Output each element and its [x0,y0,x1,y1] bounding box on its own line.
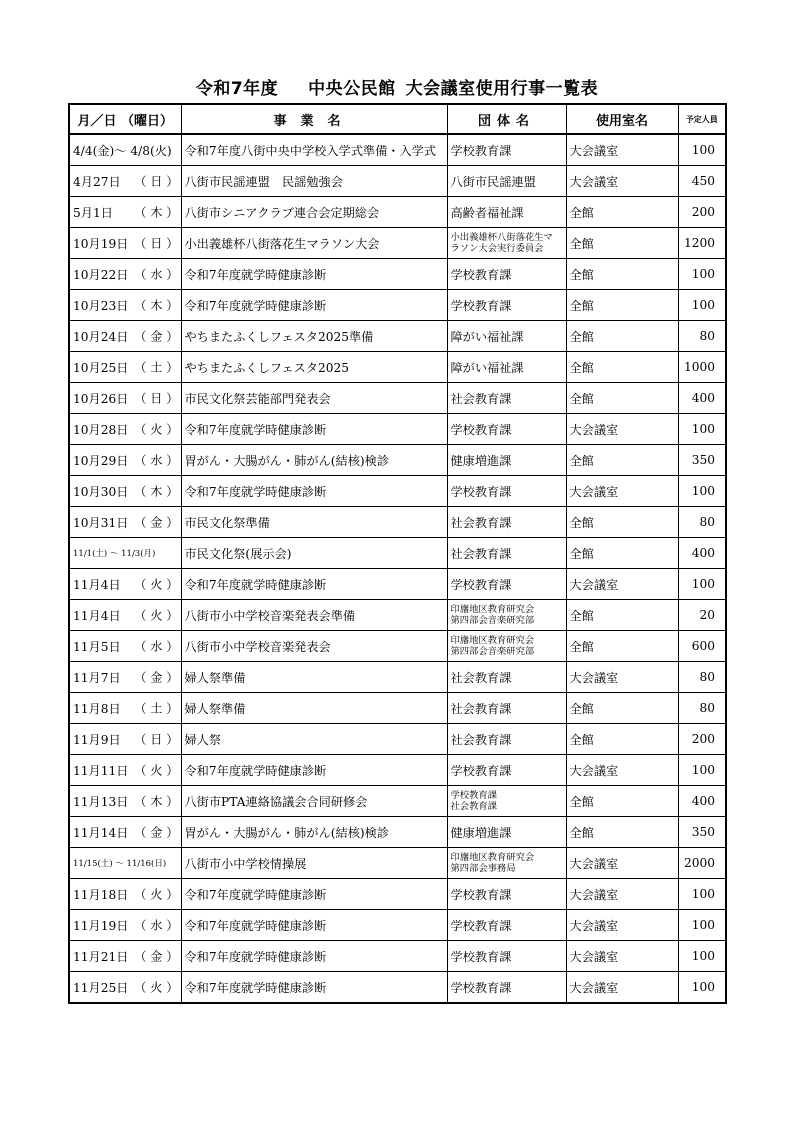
cell-date [69,848,181,879]
cell-date [69,383,181,414]
cell-org [447,445,566,476]
table-row [69,786,726,817]
cell-date [69,817,181,848]
date-text: 11月25日 [73,980,129,995]
cell-room: 全館 [566,290,678,321]
cell-date [69,134,181,166]
cell-room: 全館 [566,445,678,476]
table-row [69,197,726,228]
cell-people: 100 [678,414,726,445]
cell-event: 八街市小中学校音楽発表会準備 [181,600,447,631]
cell-people: 100 [678,290,726,321]
cell-event: 八街市小中学校音楽発表会 [181,631,447,662]
cell-event: 令和7年度就学時健康診断 [181,941,447,972]
table-row [69,414,726,445]
day-of-week: （ 日 ） [134,732,179,747]
table-row [69,166,726,197]
org-line: 社会教育課 [450,701,512,716]
cell-date [69,755,181,786]
cell-event: 令和7年度就学時健康診断 [181,259,447,290]
cell-event: 市民文化祭芸能部門発表会 [181,383,447,414]
day-of-week: （ 金 ） [134,949,179,964]
org-line: 学校教育課 [450,143,512,158]
cell-date [69,910,181,941]
cell-room: 大会議室 [566,972,678,1004]
org-line: 社会教育課 [450,732,512,747]
cell-event: 市民文化祭(展示会) [181,538,447,569]
org-line: 社会教育課 [450,391,512,406]
cell-date [69,507,181,538]
org-line: 健康増進課 [450,825,512,840]
cell-date [69,879,181,910]
cell-date [69,569,181,600]
table-row [69,259,726,290]
cell-event: 令和7年度就学時健康診断 [181,755,447,786]
cell-org [447,383,566,414]
table-row [69,631,726,662]
day-of-week: （ 木 ） [134,484,179,499]
table-row [69,321,726,352]
page-title [0,74,794,99]
cell-event: 小出義雄杯八街落花生マラソン大会 [181,228,447,259]
cell-org [447,228,566,259]
cell-people: 100 [678,259,726,290]
day-of-week: （ 火 ） [134,608,179,623]
date-text: 10月28日 [73,422,129,437]
cell-people: 450 [678,166,726,197]
day-of-week: （ 土 ） [134,360,179,375]
cell-date [69,259,181,290]
cell-event: 令和7年度就学時健康診断 [181,910,447,941]
day-of-week: （ 木 ） [134,205,179,220]
cell-room: 大会議室 [566,134,678,166]
cell-date [69,786,181,817]
cell-date [69,972,181,1004]
date-text: 4/4(金)～ 4/8(火) [73,143,172,158]
date-text: 11月11日 [73,763,129,778]
cell-org [447,290,566,321]
cell-people: 100 [678,755,726,786]
cell-event: 婦人祭準備 [181,662,447,693]
cell-org [447,259,566,290]
table-row [69,972,726,1004]
cell-event: やちまたふくしフェスタ2025 [181,352,447,383]
org-line: 学校教育課 [450,298,512,313]
day-of-week: （ 金 ） [134,515,179,530]
header-event: 事業名 [181,104,447,134]
cell-date [69,228,181,259]
date-text: 10月19日 [73,236,129,251]
org-line: 学校教育課 [450,790,497,801]
cell-room: 全館 [566,197,678,228]
cell-people: 100 [678,569,726,600]
cell-event: 婦人祭準備 [181,693,447,724]
cell-room: 大会議室 [566,476,678,507]
cell-people: 1000 [678,352,726,383]
table-row [69,134,726,166]
day-of-week: （ 日 ） [134,391,179,406]
cell-event: 令和7年度就学時健康診断 [181,476,447,507]
date-text: 10月23日 [73,298,129,313]
org-line: 社会教育課 [450,546,512,561]
org-line: 第四部会事務局 [450,863,516,874]
date-text: 11/1(土) ～ 11/3(月) [73,549,156,559]
cell-event: 令和7年度八街中央中学校入学式準備・入学式 [181,134,447,166]
date-text: 11月4日 [73,577,121,592]
date-text: 11月19日 [73,918,129,933]
cell-date [69,321,181,352]
org-line: 障がい福祉課 [450,360,524,375]
title-facility: 中央公民館 [308,79,396,99]
day-of-week: （ 水 ） [134,453,179,468]
date-text: 11月21日 [73,949,129,964]
cell-room: 全館 [566,538,678,569]
cell-org [447,848,566,879]
cell-event: 八街市シニアクラブ連合会定期総会 [181,197,447,228]
cell-people: 400 [678,786,726,817]
org-line: 印旛地区教育研究会 [450,852,535,863]
cell-org [447,693,566,724]
cell-people: 350 [678,817,726,848]
cell-org [447,321,566,352]
cell-date [69,476,181,507]
cell-people: 80 [678,693,726,724]
date-text: 11月7日 [73,670,121,685]
date-text: 10月31日 [73,515,129,530]
date-text: 11月13日 [73,794,129,809]
day-of-week: （ 金 ） [134,329,179,344]
cell-date [69,600,181,631]
cell-org [447,569,566,600]
cell-room: 大会議室 [566,414,678,445]
day-of-week: （ 金 ） [134,825,179,840]
cell-org [447,352,566,383]
date-text: 11月14日 [73,825,129,840]
org-line: 第四部会音楽研究部 [450,615,535,626]
table-row [69,476,726,507]
cell-event: 令和7年度就学時健康診断 [181,972,447,1004]
cell-event: 八街市PTA連絡協議会合同研修会 [181,786,447,817]
org-line: 学校教育課 [450,980,512,995]
cell-date [69,414,181,445]
table-row [69,228,726,259]
table-row [69,848,726,879]
date-text: 5月1日 [73,205,113,220]
cell-date [69,941,181,972]
org-line: 学校教育課 [450,484,512,499]
cell-event: 市民文化祭準備 [181,507,447,538]
cell-org [447,879,566,910]
cell-org [447,662,566,693]
cell-date [69,724,181,755]
org-line: 学校教育課 [450,267,512,282]
cell-room: 全館 [566,383,678,414]
cell-people: 400 [678,383,726,414]
cell-org [447,600,566,631]
date-text: 11/15(土) ～ 11/16(日) [73,859,167,869]
table-row [69,445,726,476]
cell-people: 100 [678,134,726,166]
header-org: 団体名 [447,104,566,134]
cell-people: 100 [678,972,726,1004]
date-text: 11月4日 [73,608,121,623]
title-room-list: 大会議室使用行事一覧表 [405,79,599,99]
cell-people: 80 [678,662,726,693]
cell-org [447,197,566,228]
table-row [69,538,726,569]
cell-org [447,134,566,166]
cell-room: 大会議室 [566,166,678,197]
day-of-week: （ 木 ） [134,794,179,809]
cell-people: 200 [678,724,726,755]
cell-people: 2000 [678,848,726,879]
org-line: 学校教育課 [450,918,512,933]
cell-room: 全館 [566,600,678,631]
cell-org [447,972,566,1004]
cell-people: 600 [678,631,726,662]
cell-event: 令和7年度就学時健康診断 [181,569,447,600]
cell-org [447,631,566,662]
cell-event: 令和7年度就学時健康診断 [181,414,447,445]
schedule-table [68,103,727,1004]
table-row [69,507,726,538]
cell-date [69,631,181,662]
date-text: 11月18日 [73,887,129,902]
date-text: 10月30日 [73,484,129,499]
cell-room: 全館 [566,693,678,724]
day-of-week: （ 日 ） [134,236,179,251]
org-line: 社会教育課 [450,801,497,812]
cell-org [447,724,566,755]
header-row [69,104,726,134]
cell-org [447,786,566,817]
org-line: 社会教育課 [450,515,512,530]
cell-room: 大会議室 [566,879,678,910]
table-row [69,662,726,693]
org-line: 学校教育課 [450,422,512,437]
cell-room: 全館 [566,817,678,848]
cell-org [447,755,566,786]
day-of-week: （ 火 ） [134,980,179,995]
cell-event: 婦人祭 [181,724,447,755]
day-of-week: （ 金 ） [134,670,179,685]
table-row [69,693,726,724]
table-row [69,755,726,786]
cell-room: 全館 [566,228,678,259]
table-row [69,352,726,383]
cell-event: 胃がん・大腸がん・肺がん(結核)検診 [181,445,447,476]
date-text: 10月29日 [73,453,129,468]
cell-people: 80 [678,321,726,352]
cell-room: 大会議室 [566,662,678,693]
org-line: 健康増進課 [450,453,512,468]
cell-date [69,693,181,724]
cell-event: 八街市民謡連盟 民謡勉強会 [181,166,447,197]
org-line: ラソン大会実行委員会 [450,243,544,254]
cell-event: やちまたふくしフェスタ2025準備 [181,321,447,352]
org-line: 学校教育課 [450,577,512,592]
cell-people: 100 [678,910,726,941]
org-line: 印旛地区教育研究会 [450,635,535,646]
org-line: 学校教育課 [450,887,512,902]
org-line: 印旛地区教育研究会 [450,604,535,615]
cell-date [69,166,181,197]
cell-people: 1200 [678,228,726,259]
org-line: 社会教育課 [450,670,512,685]
org-line: 小出義雄杯八街落花生マ [450,232,553,243]
cell-people: 200 [678,197,726,228]
cell-people: 100 [678,476,726,507]
org-line: 学校教育課 [450,763,512,778]
table-row [69,724,726,755]
table-row [69,879,726,910]
cell-people: 20 [678,600,726,631]
cell-event: 胃がん・大腸がん・肺がん(結核)検診 [181,817,447,848]
cell-room: 大会議室 [566,755,678,786]
cell-org [447,538,566,569]
day-of-week: （ 火 ） [134,763,179,778]
header-people: 予定人員 [678,104,726,134]
cell-room: 大会議室 [566,569,678,600]
cell-date [69,197,181,228]
cell-people: 350 [678,445,726,476]
cell-room: 全館 [566,724,678,755]
cell-date [69,445,181,476]
day-of-week: （ 水 ） [134,918,179,933]
table-row [69,600,726,631]
cell-people: 100 [678,879,726,910]
cell-org [447,910,566,941]
date-text: 10月24日 [73,329,129,344]
org-line: 学校教育課 [450,949,512,964]
date-text: 11月8日 [73,701,121,716]
day-of-week: （ 水 ） [134,267,179,282]
day-of-week: （ 日 ） [134,174,179,189]
cell-people: 100 [678,941,726,972]
org-line: 高齢者福祉課 [450,205,524,220]
table-row [69,569,726,600]
cell-room: 全館 [566,631,678,662]
cell-date [69,290,181,321]
day-of-week: （ 火 ） [134,577,179,592]
cell-org [447,166,566,197]
date-text: 11月5日 [73,639,121,654]
cell-date [69,352,181,383]
date-text: 10月26日 [73,391,129,406]
header-room: 使用室名 [566,104,678,134]
cell-room: 全館 [566,786,678,817]
cell-org [447,414,566,445]
table-row [69,910,726,941]
cell-people: 80 [678,507,726,538]
cell-org [447,817,566,848]
date-text: 10月25日 [73,360,129,375]
cell-event: 令和7年度就学時健康診断 [181,290,447,321]
date-text: 11月9日 [73,732,121,747]
cell-room: 大会議室 [566,941,678,972]
org-line: 障がい福祉課 [450,329,524,344]
table-body [69,134,726,1003]
day-of-week: （ 水 ） [134,639,179,654]
cell-room: 全館 [566,259,678,290]
cell-people: 400 [678,538,726,569]
table-row [69,941,726,972]
cell-event: 八街市小中学校情操展 [181,848,447,879]
date-text: 10月22日 [73,267,129,282]
org-line: 八街市民謡連盟 [450,174,536,189]
cell-org [447,507,566,538]
cell-event: 令和7年度就学時健康診断 [181,879,447,910]
cell-room: 全館 [566,507,678,538]
header-date: 月／日 （曜日） [69,104,181,134]
day-of-week: （ 火 ） [134,422,179,437]
table-row [69,817,726,848]
title-fiscal-year: 令和7年度 [195,79,279,99]
cell-org [447,941,566,972]
date-text: 4月27日 [73,174,121,189]
day-of-week: （ 火 ） [134,887,179,902]
table-row [69,290,726,321]
cell-room: 全館 [566,321,678,352]
day-of-week: （ 木 ） [134,298,179,313]
cell-date [69,662,181,693]
cell-room: 大会議室 [566,848,678,879]
cell-room: 全館 [566,352,678,383]
day-of-week: （ 土 ） [134,701,179,716]
org-line: 第四部会音楽研究部 [450,646,535,657]
cell-org [447,476,566,507]
cell-date [69,538,181,569]
cell-room: 大会議室 [566,910,678,941]
table-row [69,383,726,414]
